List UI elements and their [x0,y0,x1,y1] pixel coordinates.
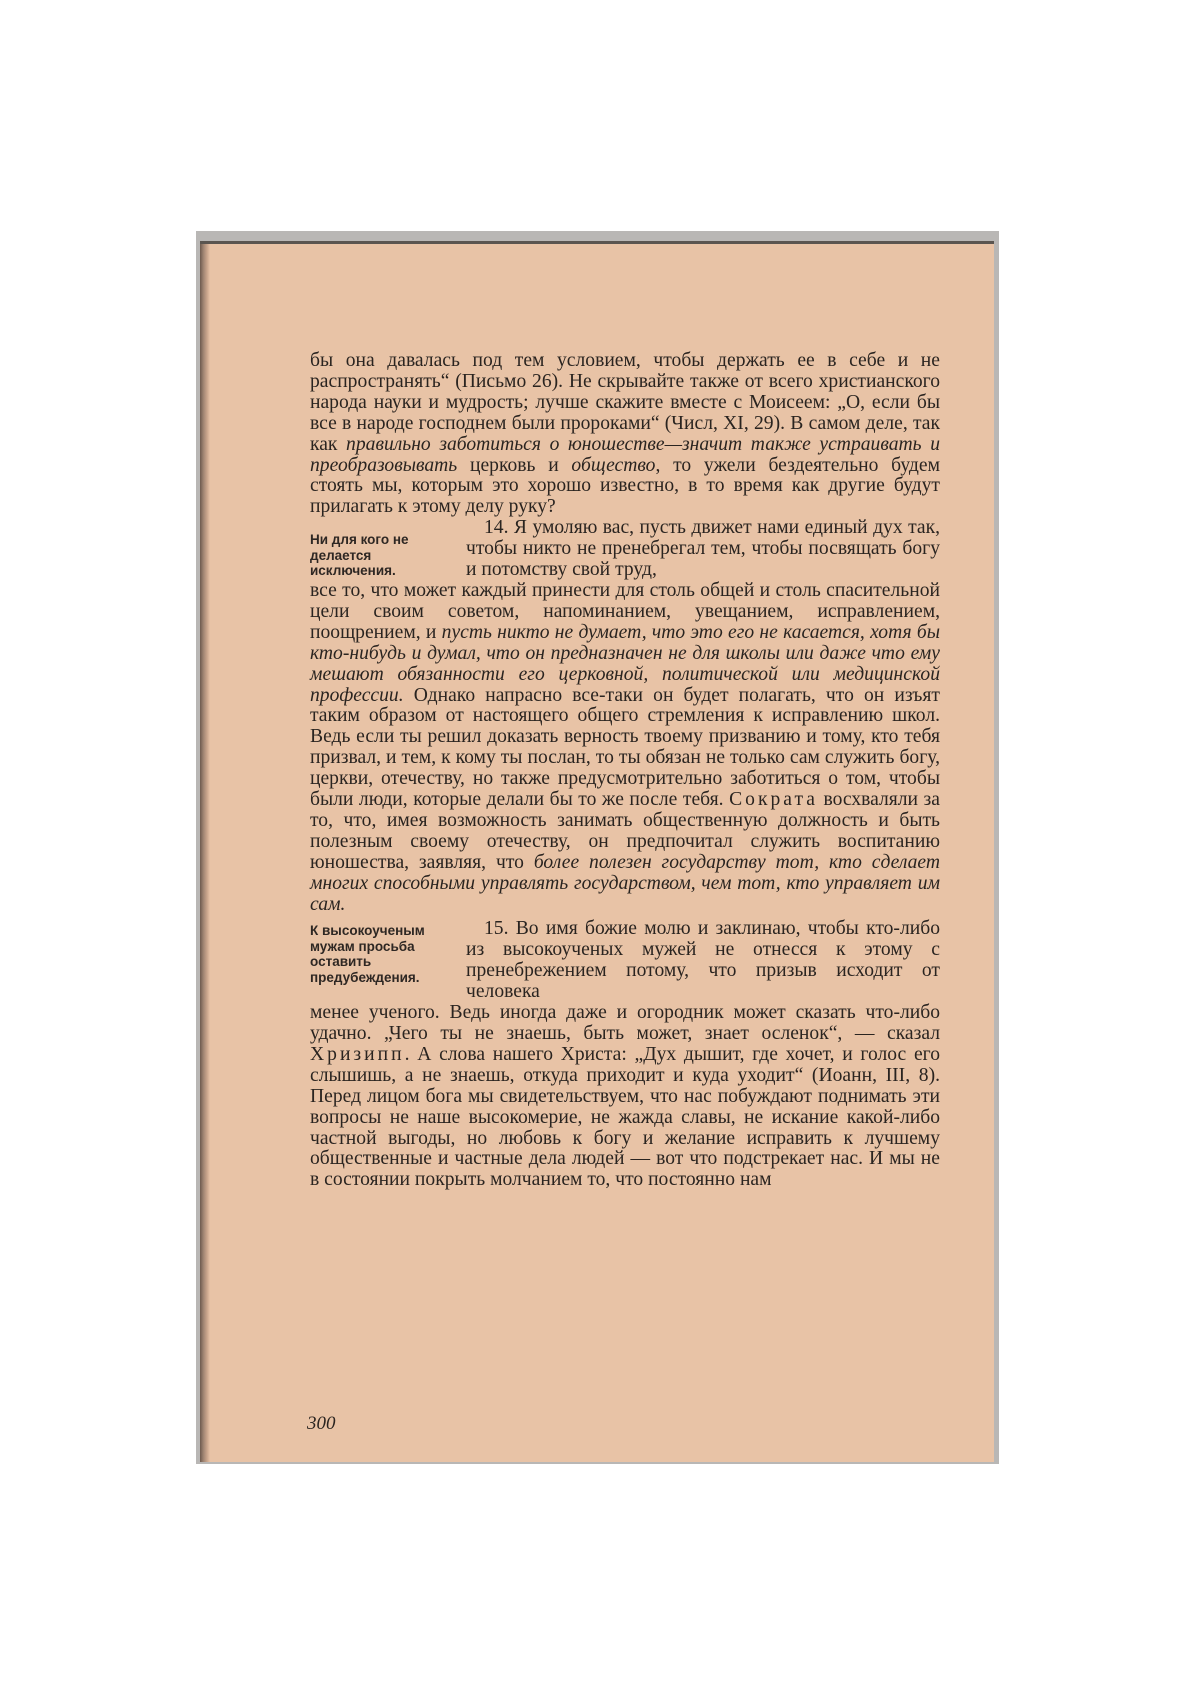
section-15-head [310,919,940,1003]
book-page [200,241,994,1462]
paragraph-continued [310,351,940,518]
text-run: , то ужели бездеятельно будем стоять мы, которым это хорошо известно, в то время как другие будут прилагать к этому делу руку? [310,454,940,518]
page-text [310,351,940,1191]
italic-run: более полезен государству тот, кто сделает многих способными управлять государством, чем тот, кто управляет им сам. [310,851,940,915]
text-run: менее ученого. Ведь иногда даже и огородник может сказать что-либо удачно. „Чего ты не знаешь, быть может, знает осленок“, — сказал [310,1002,940,1044]
page-number: 300 [307,1413,336,1434]
italic-run: общество [571,454,656,476]
section-15-body [310,1003,940,1191]
section-14-body [310,581,940,916]
spaced-name: Хризипп [310,1043,405,1065]
section-14-head [310,518,940,581]
spaced-name: Сократа [729,789,818,811]
page-spine-shadow [200,244,210,1462]
italic-run: пусть никто не думает, что это его не касается, хотя бы кто-нибудь и думал, что он предназначен не для школы или даже что ему мешают обязанности его церковной, политической или медицинской профессии. [310,621,940,706]
section-14-lead: 14. Я умоляю вас, пусть движет нами единый дух так, чтобы никто не пренебрегал тем, чтобы посвящать богу и потомству свой труд, [466,517,940,581]
text-run: Однако напрасно все-таки он будет полагать, что он изъят таким образом от настоящего общего стремления к исправлению школ. Ведь если ты решил доказать верность твоему призванию и тому, кто тебя призвал, и тем, к кому ты послан, то ты обязан не только сам служить богу, церкви, отечеству, но также предусмотрительно заботиться о том, чтобы были люди, которые делали бы то же после тебя. [310,684,940,811]
text-run: . А слова нашего Христа: „Дух дышит, где хочет, и голос его слышишь, а не знаешь, откуда приходит и куда уходит“ (Иоанн, III, 8). Перед лицом бога мы свидетельствуем, что нас побуждают поднимать эти вопросы не наше высокомерие, не жажда славы, не искание какой-либо частной выгоды, но любовь к богу и желание исправить к лучшему общественные и частные дела людей — вот что подстрекает нас. И мы не в состоянии покрыть молчанием то, что постоянно нам [310,1043,940,1191]
text-run: бы она давалась под тем условием, чтобы держать ее в себе и не распространять“ (Письмо 26). Не скрывайте также от всего христианского народа науки и мудрость; лучше скажите вместе с Моисеем: „О, если бы все в народе господнем были пророками“ (Числ, XI, 29). В самом деле, так как [310,350,940,455]
section-15-lead: 15. Во имя божие молю и заклинаю, чтобы кто-либо из высокоученых мужей не отнесся к этому с пренебрежением потому, что призыв исходит от человека [466,918,940,1003]
text-run: все то, что может каждый принести для столь общей и столь спасительной цели своим советом, напоминанием, увещанием, исправлением, поощрением, и [310,579,940,643]
italic-run: правильно заботиться о юношестве—значит также устраивать и преобразовывать [310,433,940,476]
text-run: восхваляли за то, что, имея возможность занимать общественную должность и быть полезным своему отечеству, он предпочитал служить воспитанию юношества, заявляя, что [310,789,940,873]
sidenote-14: Ни для кого не делается исключения. [310,532,409,579]
sidenote-15: К высокоученым мужам просьба оставить предубеждения. [310,923,425,985]
text-run: церковь и [457,454,572,476]
